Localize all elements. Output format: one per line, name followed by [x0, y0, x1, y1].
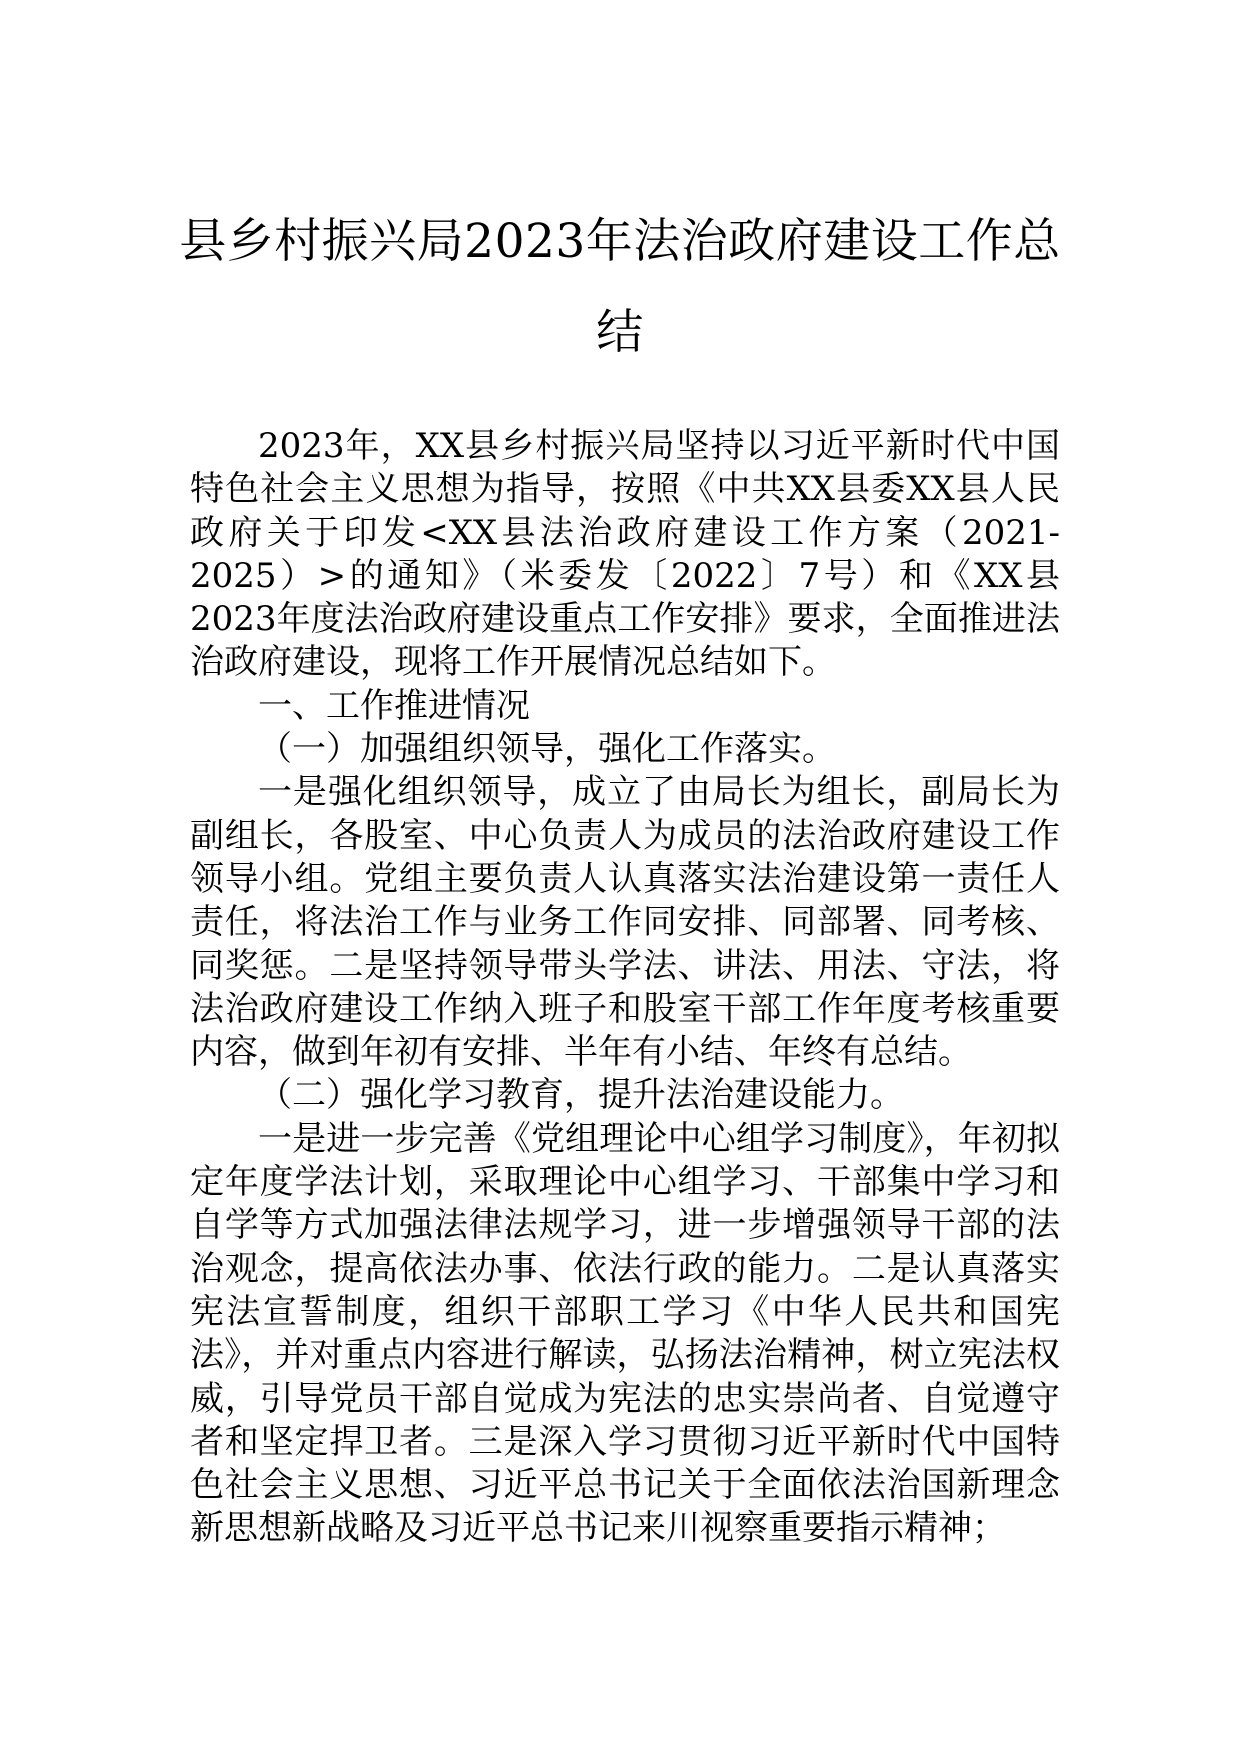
document-title-line-2: 结	[596, 305, 644, 360]
document-title-line-1: 县乡村振兴局2023年法治政府建设工作总	[179, 214, 1061, 269]
subsection-heading-1: （一）加强组织领导，强化工作落实。	[258, 729, 836, 770]
intro-paragraph: 2023年，XX县乡村振兴局坚持以习近平新时代中国特色社会主义思想为指导，按照《中共XX县委XX县人民政府关于印发<XX县法治政府建设工作方案（2021-2025）>的通知》（米委发〔2022〕7号）和《XX县2023年度法治政府建设重点工作安排》要求，全面推进法治政府建设，现将工作开展情况总结如下。	[190, 426, 1060, 683]
subsection-heading-2: （二）强化学习教育，提升法治建设能力。	[258, 1075, 904, 1116]
body-paragraph: 一是强化组织领导，成立了由局长为组长，副局长为副组长，各股室、中心负责人为成员的法治政府建设工作领导小组。党组主要负责人认真落实法治建设第一责任人责任，将法治工作与业务工作同安排、同部署、同考核、同奖惩。二是坚持领导带头学法、讲法、用法、守法，将法治政府建设工作纳入班子和股室干部工作年度考核重要内容，做到年初有安排、半年有小结、年终有总结。	[190, 772, 1060, 1073]
body-paragraph: 一是进一步完善《党组理论中心组学习制度》，年初拟定年度学法计划，采取理论中心组学习、干部集中学习和自学等方式加强法律法规学习，进一步增强领导干部的法治观念，提高依法办事、依法行政的能力。二是认真落实宪法宣誓制度，组织干部职工学习《中华人民共和国宪法》，并对重点内容进行解读，弘扬法治精神，树立宪法权威，引导党员干部自觉成为宪法的忠实崇尚者、自觉遵守者和坚定捍卫者。三是深入学习贯彻习近平新时代中国特色社会主义思想、习近平总书记关于全面依法治国新理念新思想新战略及习近平总书记来川视察重要指示精神；	[190, 1118, 1060, 1549]
section-heading-1: 一、工作推进情况	[258, 685, 530, 726]
document-body	[190, 425, 1060, 1551]
